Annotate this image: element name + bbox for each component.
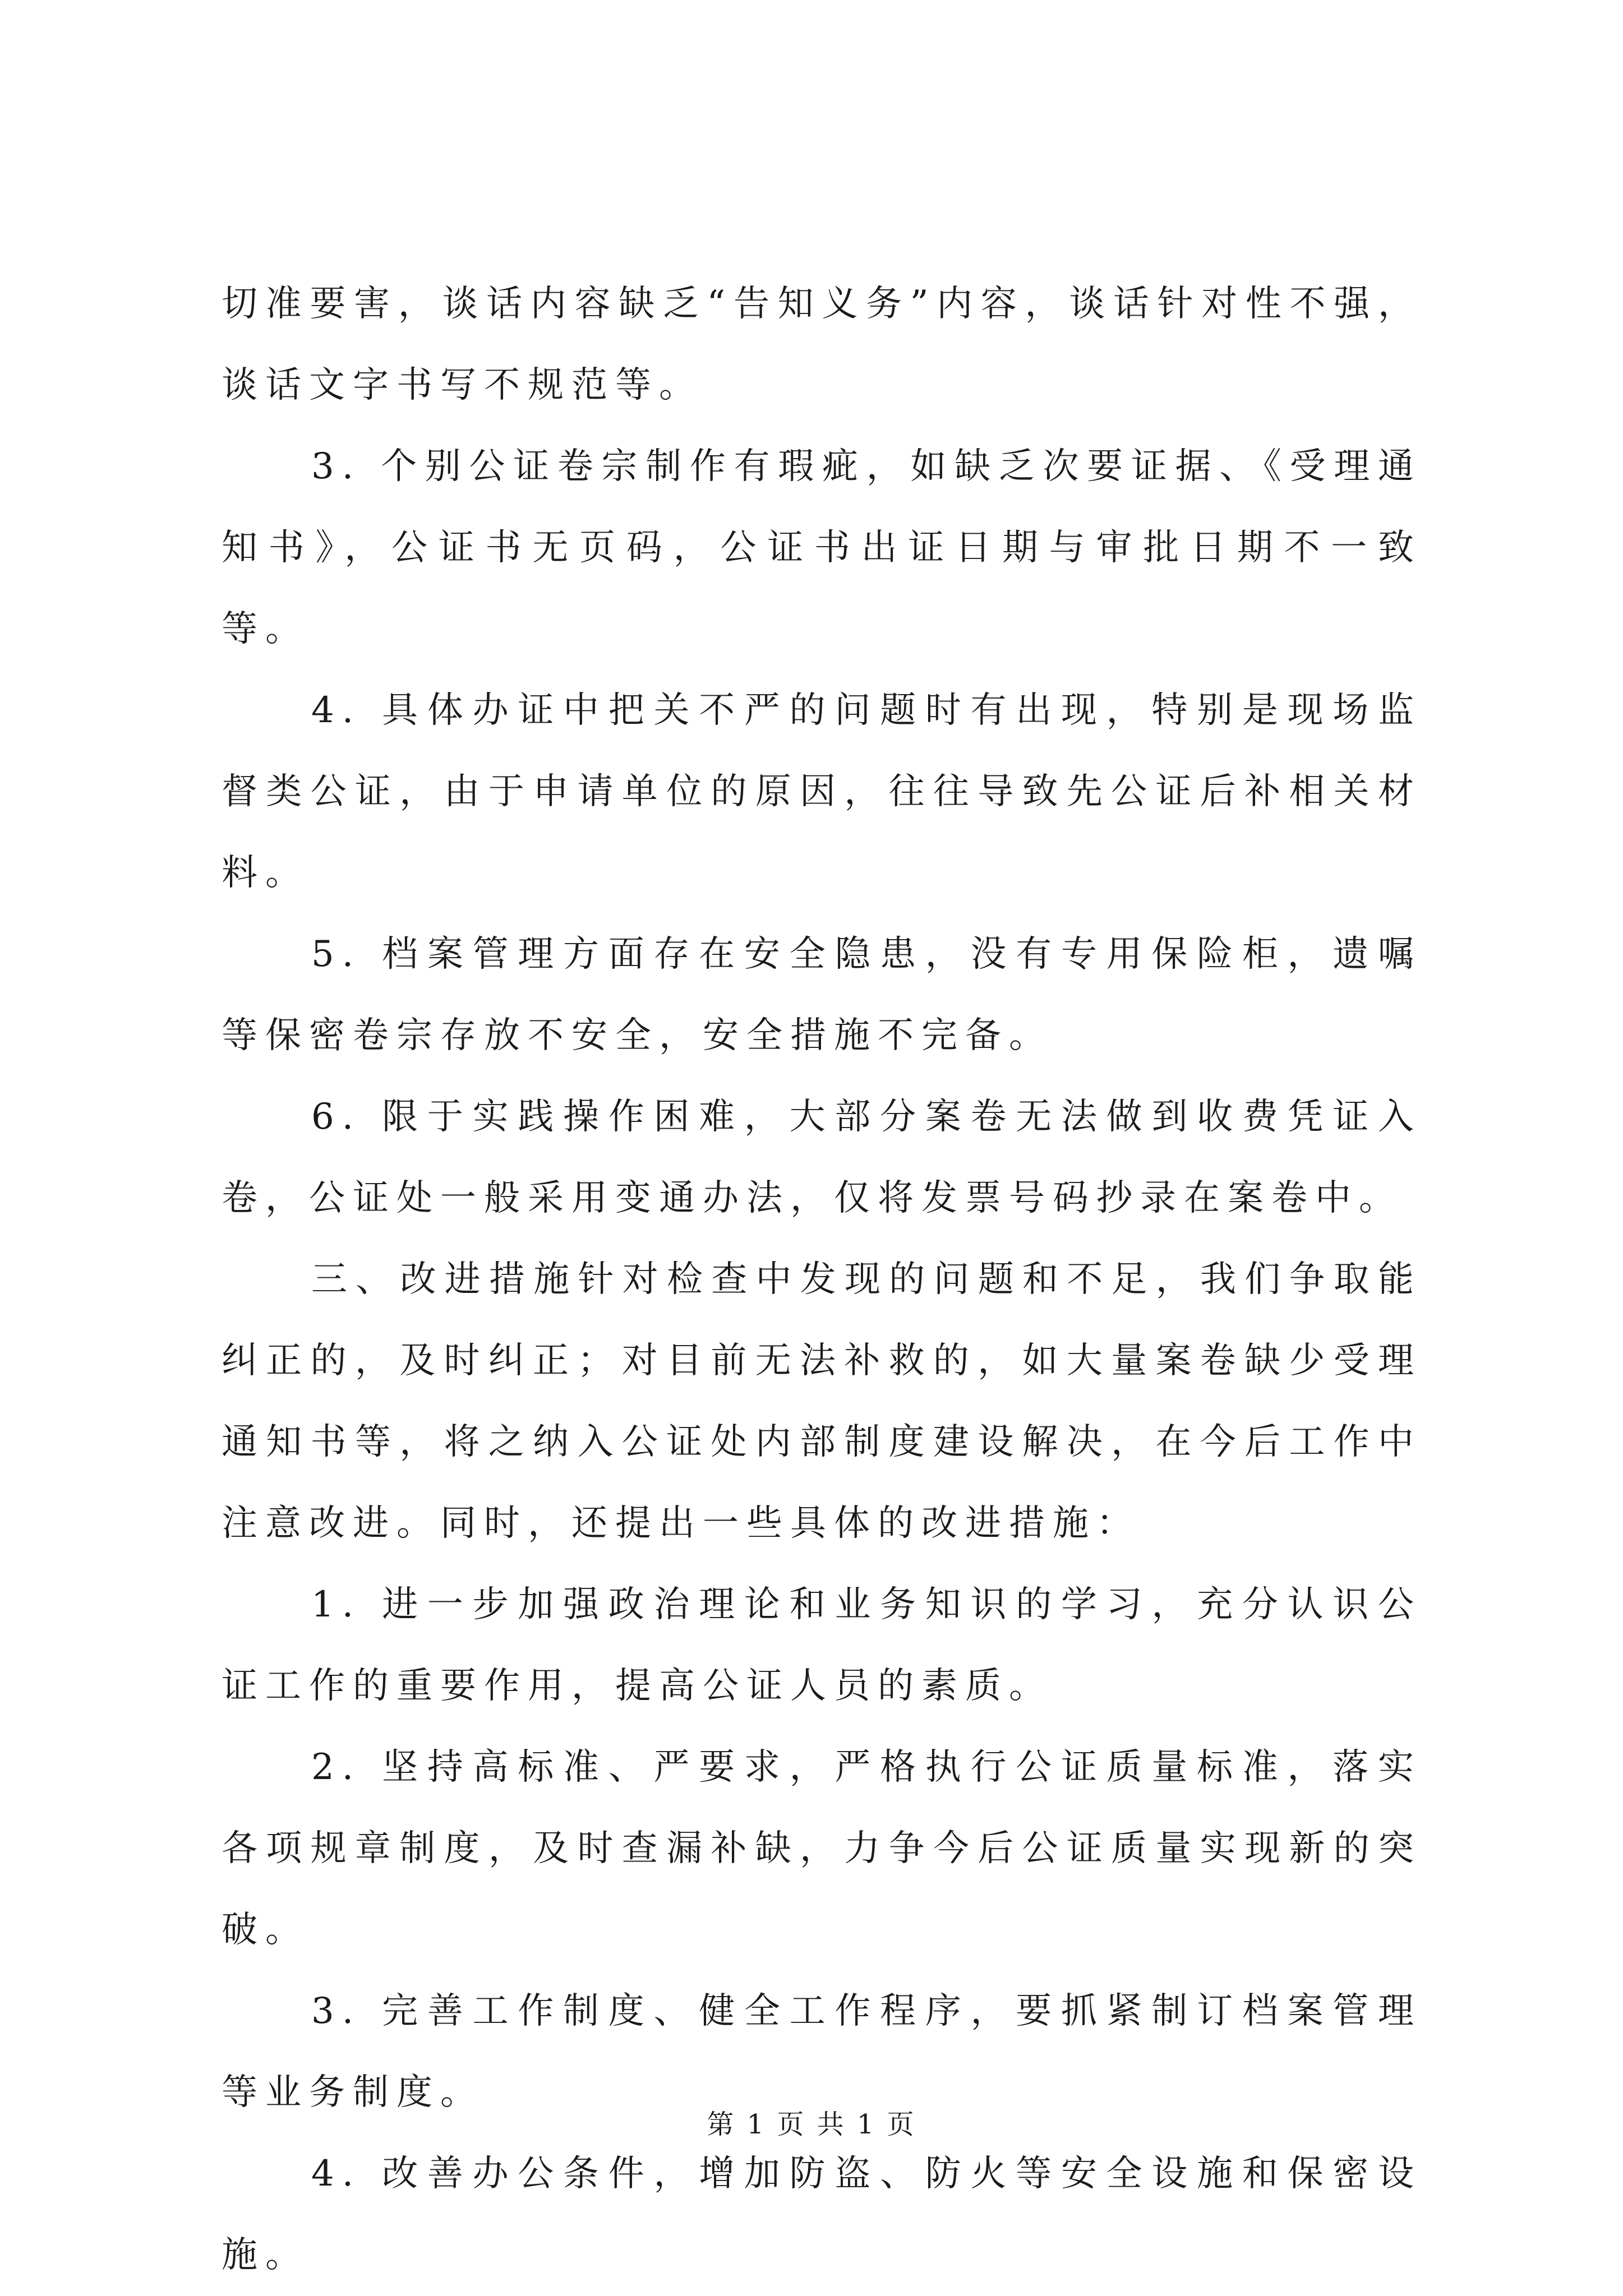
paragraph: 2. 坚持高标准、严要求，严格执行公证质量标准，落实各项规章制度，及时查漏补缺，力争今后公证质量实现新的突破。 <box>222 1747 1422 1951</box>
document-body <box>222 264 1422 2296</box>
page-footer: 第 1 页 共 1 页 <box>707 2109 916 2140</box>
paragraph: 3. 完善工作制度、健全工作程序，要抓紧制订档案管理等业务制度。 <box>222 1990 1422 2113</box>
paragraph: 1. 进一步加强政治理论和业务知识的学习，充分认识公证工作的重要作用，提高公证人员的素质。 <box>222 1584 1422 1707</box>
paragraph: 三、改进措施针对检查中发现的问题和不足，我们争取能纠正的，及时纠正；对目前无法补救的，如大量案卷缺少受理通知书等，将之纳入公证处内部制度建设解决，在今后工作中注意改进。同时，还提出一些具体的改进措施： <box>222 1259 1422 1544</box>
paragraph: 6. 限于实践操作困难，大部分案卷无法做到收费凭证入卷，公证处一般采用变通办法，仅将发票号码抄录在案卷中。 <box>222 1096 1422 1219</box>
paragraph: 4. 改善办公条件，增加防盗、防火等安全设施和保密设施。 <box>222 2153 1422 2276</box>
paragraph: 3. 个别公证卷宗制作有瑕疵，如缺乏次要证据、《受理通知书》，公证书无页码，公证书出证日期与审批日期不一致等。 <box>222 446 1422 650</box>
paragraph: 5. 档案管理方面存在安全隐患，没有专用保险柜，遗嘱等保密卷宗存放不安全，安全措施不完备。 <box>222 934 1422 1056</box>
paragraph: 切准要害，谈话内容缺乏“告知义务”内容，谈话针对性不强，谈话文字书写不规范等。 <box>222 283 1422 406</box>
paragraph: 4. 具体办证中把关不严的问题时有出现，特别是现场监督类公证，由于申请单位的原因，往往导致先公证后补相关材料。 <box>222 690 1422 894</box>
